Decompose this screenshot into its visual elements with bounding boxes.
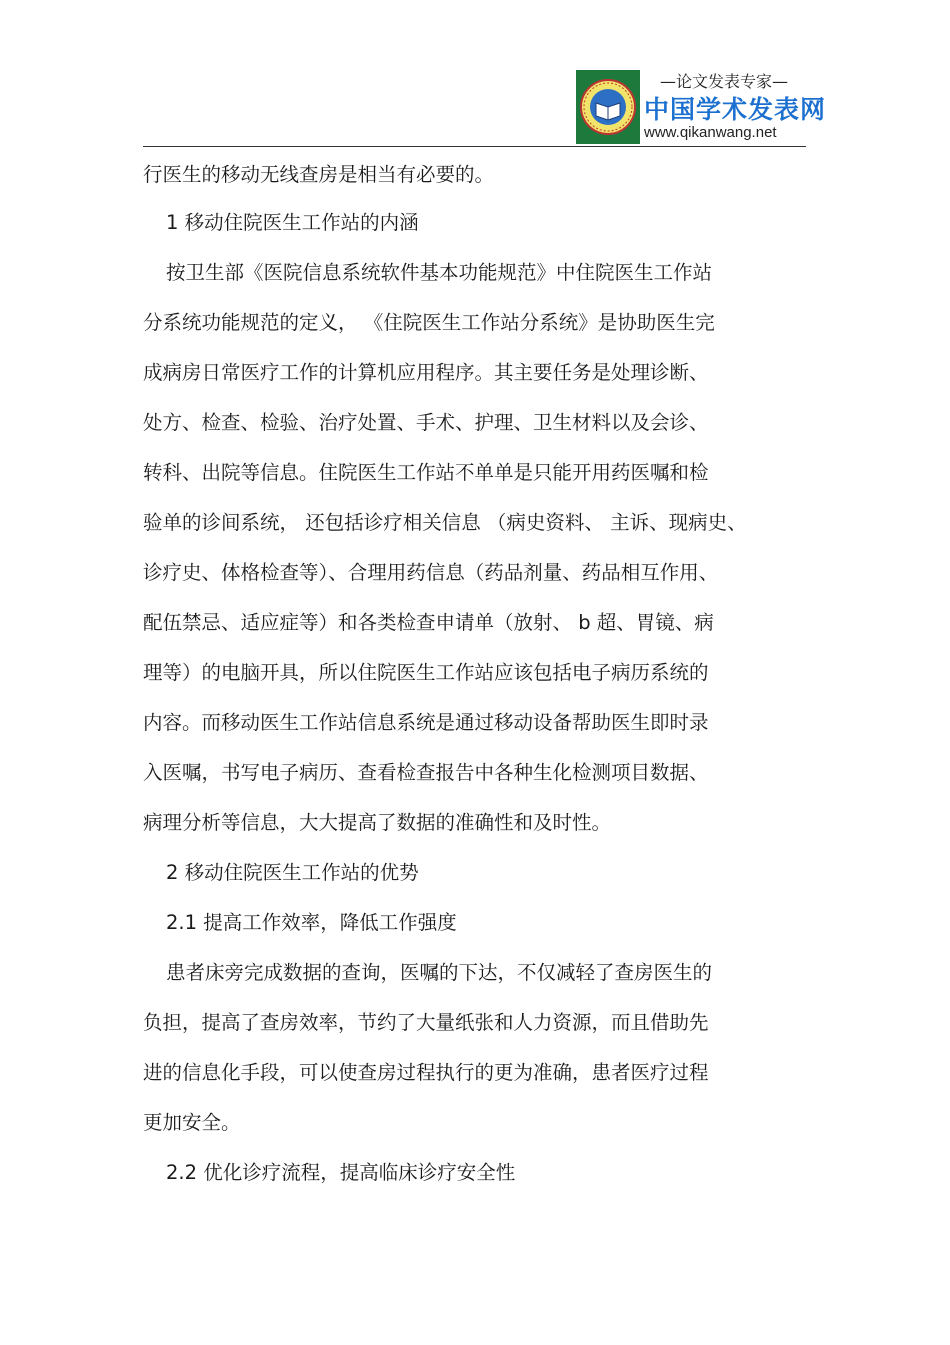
paragraph-line: 分系统功能规范的定义， 《住院医生工作站分系统》是协助医生完 xyxy=(143,311,715,334)
paragraph-line: 转科、出院等信息。住院医生工作站不单单是只能开用药医嘱和检 xyxy=(143,461,709,484)
seal-emblem-icon xyxy=(576,70,640,144)
paragraph-line: 入医嘱，书写电子病历、查看检查报告中各种生化检测项目数据、 xyxy=(143,761,709,784)
paragraph-line: 患者床旁完成数据的查询，医嘱的下达，不仅减轻了查房医生的 xyxy=(166,961,713,984)
paragraph-line: 配伍禁忌、适应症等）和各类检查申请单（放射、 b 超、胃镜、病 xyxy=(143,611,714,634)
subsection-heading: 2.1 提高工作效率，降低工作强度 xyxy=(166,911,457,934)
paragraph-line: 更加安全。 xyxy=(143,1111,241,1134)
subsection-heading: 2.2 优化诊疗流程，提高临床诊疗安全性 xyxy=(166,1161,516,1184)
paragraph-line: 处方、检查、检验、治疗处置、手术、护理、卫生材料以及会诊、 xyxy=(143,411,709,434)
paragraph-line: 验单的诊间系统， 还包括诊疗相关信息 （病史资料、 主诉、现病史、 xyxy=(143,511,747,534)
paragraph-line: 成病房日常医疗工作的计算机应用程序。其主要任务是处理诊断、 xyxy=(143,361,709,384)
paragraph-line: 理等）的电脑开具，所以住院医生工作站应该包括电子病历系统的 xyxy=(143,661,709,684)
header-divider xyxy=(143,146,806,147)
logo-name: 中国学术发表网 xyxy=(644,95,827,124)
paragraph-line: 按卫生部《医院信息系统软件基本功能规范》中住院医生工作站 xyxy=(166,261,713,284)
logo-slogan: —论文发表专家— xyxy=(659,72,788,91)
logo-url: www.qikanwang.net xyxy=(644,124,777,141)
paragraph-line: 诊疗史、体格检查等）、合理用药信息（药品剂量、药品相互作用、 xyxy=(143,561,719,584)
paragraph-line: 负担，提高了查房效率，节约了大量纸张和人力资源，而且借助先 xyxy=(143,1011,709,1034)
section-heading: 2 移动住院医生工作站的优势 xyxy=(166,861,419,884)
paragraph-line: 进的信息化手段，可以使查房过程执行的更为准确，患者医疗过程 xyxy=(143,1061,709,1084)
site-logo xyxy=(576,70,827,144)
paragraph-line: 行医生的移动无线查房是相当有必要的。 xyxy=(143,163,495,186)
section-heading: 1 移动住院医生工作站的内涵 xyxy=(166,211,419,234)
paragraph-line: 内容。而移动医生工作站信息系统是通过移动设备帮助医生即时录 xyxy=(143,711,709,734)
paragraph-line: 病理分析等信息，大大提高了数据的准确性和及时性。 xyxy=(143,811,612,834)
